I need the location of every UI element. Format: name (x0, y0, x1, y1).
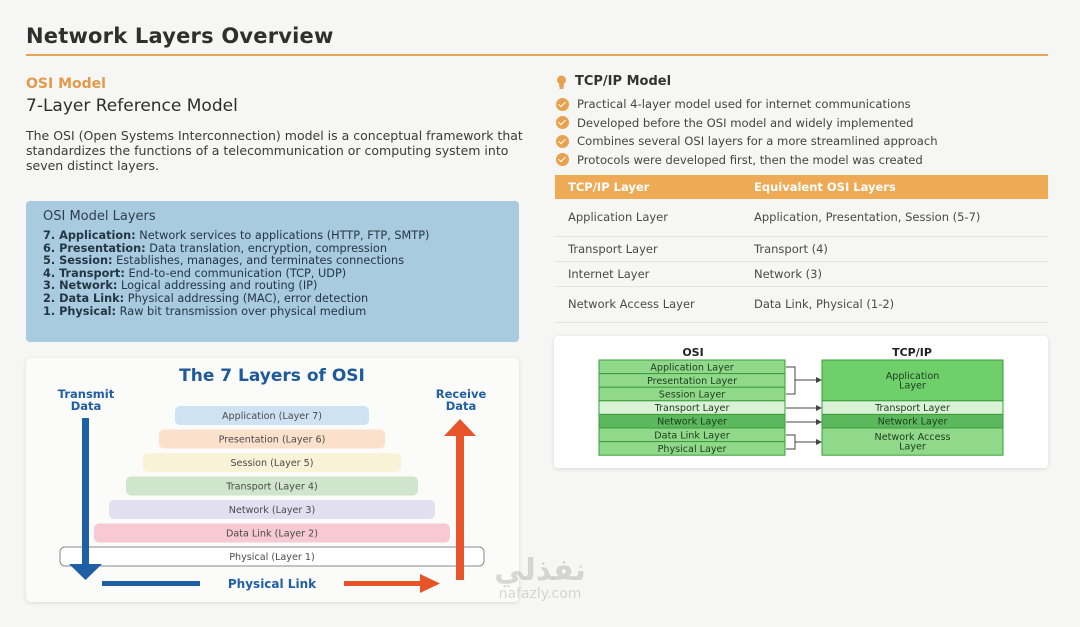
osi-layer-item: 4. Transport: End-to-end communication (TCP, UDP) (43, 266, 347, 280)
table-cell: Application Layer (555, 199, 741, 236)
comparison-tcpip-layer-label: Transport Layer (875, 403, 950, 415)
table-cell: Internet Layer (555, 261, 741, 286)
osi-stack-layer-label: Transport (Layer 4) (226, 481, 318, 493)
check-icon (556, 135, 569, 148)
comparison-osi-title: OSI (682, 346, 704, 359)
receive-label-line2: Data (445, 399, 477, 413)
osi-layers-box-title: OSI Model Layers (43, 209, 156, 224)
transmit-label-line2: Data (70, 399, 102, 413)
osi-layer-item: 3. Network: Logical addressing and routing (IP) (43, 279, 318, 293)
comparison-osi-layer-label: Session Layer (658, 389, 726, 401)
osi-layer-item: 6. Presentation: Data translation, encryption, compression (43, 241, 388, 255)
osi-tcpip-comparison-card (554, 336, 1048, 468)
osi-layer-item: 2. Data Link: Physical addressing (MAC), error detection (43, 291, 369, 305)
comparison-osi-stack (599, 360, 785, 455)
check-icon (556, 153, 569, 166)
physical-link-line-right (344, 581, 422, 586)
table-header-row (555, 175, 1048, 199)
osi-description: The OSI (Open Systems Interconnection) model is a conceptual framework that standardizes the functions of a telecommunication or computing system into seven distinct layers. (26, 128, 523, 173)
receive-label-line1: Receive (435, 387, 487, 401)
table-header-osi: Equivalent OSI Layers (741, 175, 1048, 199)
table-row (555, 286, 1048, 322)
osi-section-label: OSI Model (26, 76, 106, 92)
table-cell: Network (3) (741, 261, 1048, 286)
osi-diagram-title: The 7 Layers of OSI (179, 366, 365, 386)
tcpip-bullet: Combines several OSI layers for a more streamlined approach (556, 132, 938, 151)
comparison-connectors (786, 367, 819, 449)
osi-layer-item: 7. Application: Network services to applications (HTTP, FTP, SMTP) (43, 229, 430, 242)
table-row (555, 199, 1048, 236)
layer-mapping-table (555, 175, 1048, 323)
table-cell: Network Access Layer (555, 286, 741, 322)
osi-stack-layer-label: Physical (Layer 1) (229, 552, 315, 563)
connector-application (786, 367, 819, 394)
tcpip-heading-text: TCP/IP Model (575, 74, 672, 89)
title-divider (26, 54, 1048, 56)
comparison-osi-layer-label: Physical Layer (657, 443, 727, 455)
osi-stack-layer-label: Session (Layer 5) (230, 458, 314, 469)
table-cell: Application, Presentation, Session (5-7) (741, 199, 1048, 236)
comparison-tcpip-title: TCP/IP (892, 346, 932, 359)
osi-diagram (26, 358, 519, 602)
comparison-osi-layer-label: Network Layer (657, 416, 727, 428)
watermark-latin: nafazly.com (498, 586, 582, 602)
lightbulb-icon (556, 75, 567, 89)
comparison-osi-layer-label: Presentation Layer (646, 375, 738, 387)
tcpip-bullet-list (556, 95, 938, 169)
osi-stack-layer-label: Network (Layer 3) (228, 505, 316, 516)
transmit-label-line1: Transmit (57, 387, 115, 401)
comparison-arrowheads (816, 377, 822, 445)
comparison-osi-layer-label: Data Link Layer (654, 430, 730, 442)
osi-layers-list (43, 230, 502, 318)
physical-link-arrow-head (420, 574, 440, 593)
osi-subtitle: 7-Layer Reference Model (26, 96, 238, 116)
osi-layer-item: 5. Session: Establishes, manages, and terminates connections (43, 254, 405, 268)
physical-link-line-left (102, 581, 200, 586)
tcpip-bullet: Developed before the OSI model and widely implemented (556, 114, 938, 133)
osi-stack-layer-label: Application (Layer 7) (221, 411, 323, 422)
comparison-tcpip-layer-label: Application Layer (885, 370, 940, 392)
tcpip-bullet: Protocols were developed first, then the model was created (556, 151, 938, 170)
table-row (555, 261, 1048, 286)
physical-link-label: Physical Link (227, 577, 317, 591)
table-header-tcpip: TCP/IP Layer (555, 175, 741, 199)
tcpip-bullet: Practical 4-layer model used for internet communications (556, 95, 938, 114)
watermark-logo (470, 555, 610, 601)
transmit-arrow-shaft (82, 418, 89, 566)
connector-network-access (786, 435, 819, 449)
transmit-arrow-head (69, 564, 102, 580)
comparison-osi-layer-label: Application Layer (650, 362, 734, 374)
receive-arrow-head (444, 419, 476, 436)
table-cell: Transport (4) (741, 236, 1048, 261)
comparison-tcpip-layer-label: Network Layer (877, 416, 948, 428)
comparison-tcpip-stack (822, 360, 1003, 455)
watermark-arabic: نفذلي (494, 553, 586, 588)
osi-tcpip-comparison-diagram (554, 336, 1048, 468)
osi-layers-box (26, 201, 519, 342)
osi-stack-layer-label: Data Link (Layer 2) (225, 528, 319, 540)
tcpip-heading (556, 74, 671, 89)
comparison-tcpip-layer-label: Network Access Layer (874, 432, 951, 453)
comparison-osi-layer-label: Transport Layer (654, 403, 730, 415)
table-row (555, 236, 1048, 261)
check-icon (556, 116, 569, 129)
osi-layer-item: 1. Physical: Raw bit transmission over physical medium (43, 304, 367, 318)
osi-diagram-card (26, 358, 519, 602)
table-cell: Data Link, Physical (1-2) (741, 286, 1048, 322)
receive-arrow-shaft (456, 434, 464, 580)
page-title: Network Layers Overview (26, 24, 334, 48)
check-icon (556, 98, 569, 111)
osi-stack-layer-label: Presentation (Layer 6) (218, 434, 326, 446)
osi-layer-stack (60, 406, 484, 566)
table-cell: Transport Layer (555, 236, 741, 261)
